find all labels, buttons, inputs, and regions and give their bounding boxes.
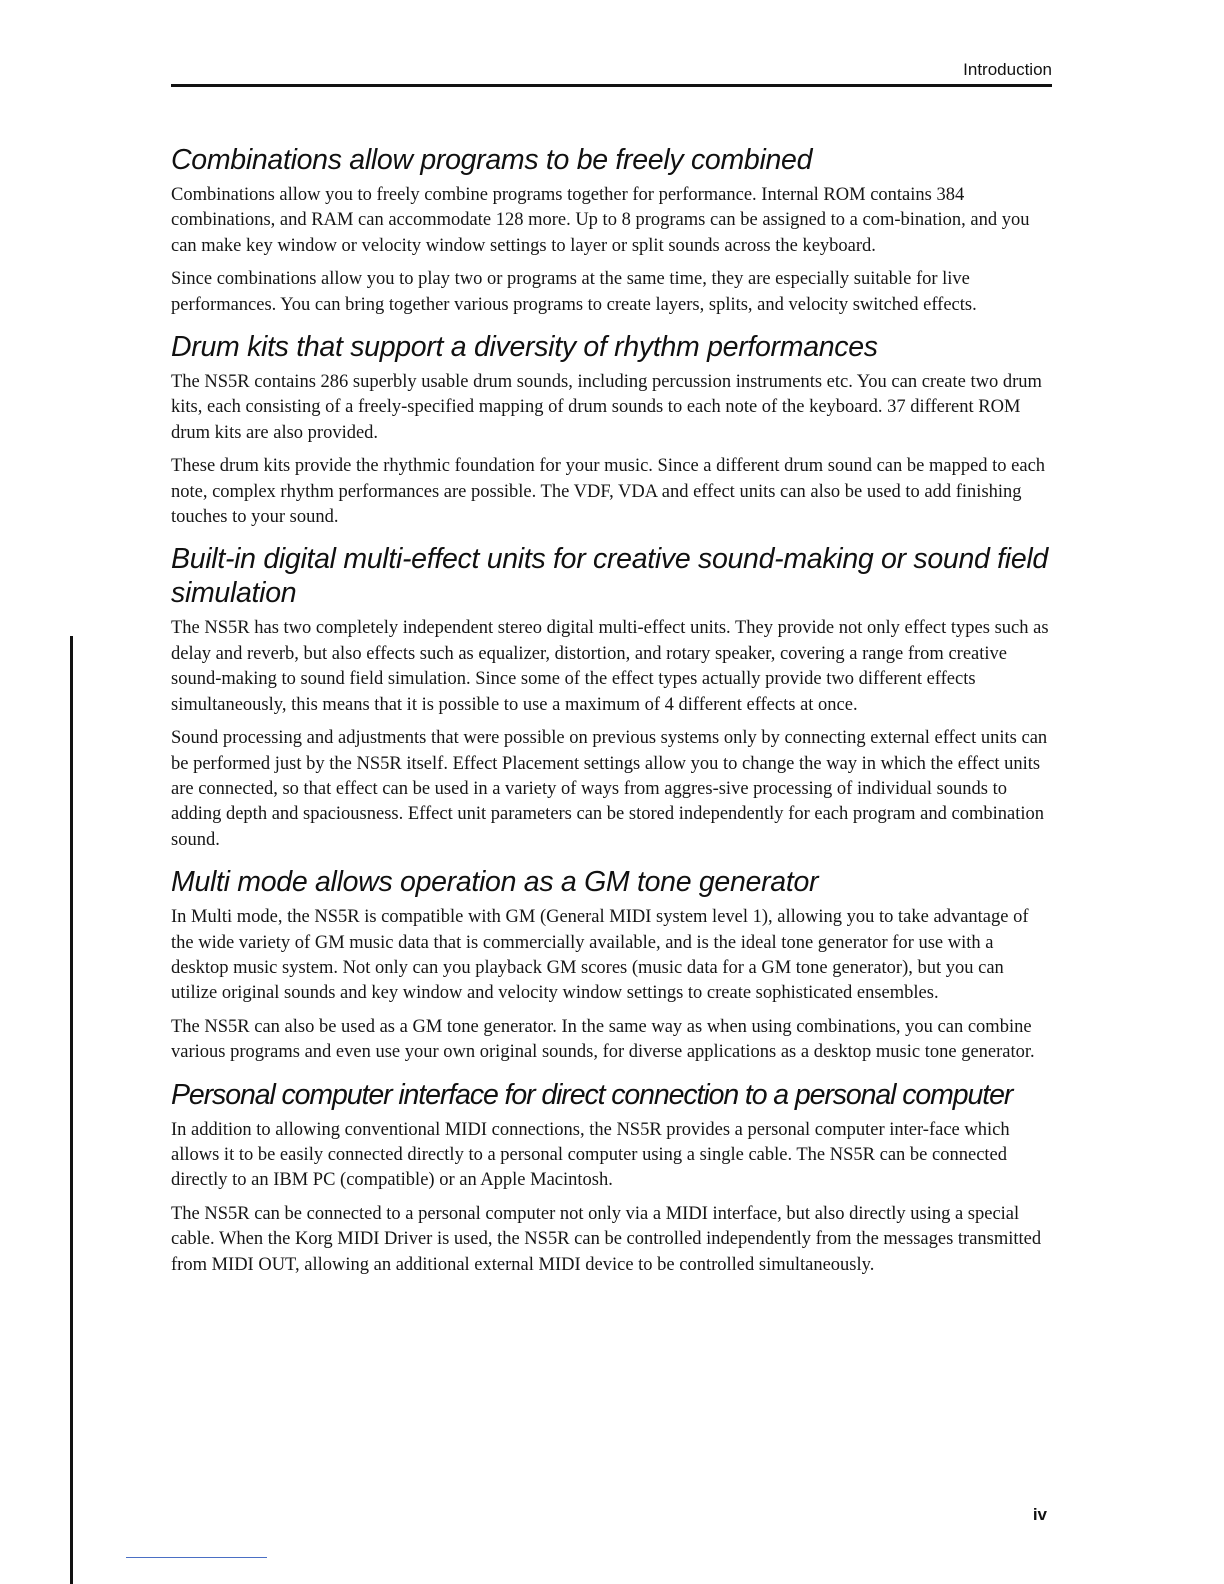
section-heading: Built-in digital multi-effect units for creative sound-making or sound field simulation [171, 543, 1048, 610]
body-paragraph: The NS5R contains 286 superbly usable drum sounds, including percussion instruments etc. You can create two drum kits, each consisting of a freely-specified mapping of drum sounds to each note of the keyboard. 37 different ROM drum kits are also provided. [171, 372, 1042, 443]
section-combinations [171, 143, 1052, 318]
section-heading: Multi mode allows operation as a GM tone generator [171, 866, 819, 899]
body-paragraph: The NS5R can be connected to a personal computer not only via a MIDI interface, but also directly using a special cable. When the Korg MIDI Driver is used, the NS5R can be controlled independently from the messages transmitted from MIDI OUT, allowing an additional external MIDI device to be controlled simultaneously. [171, 1203, 1042, 1275]
section-multi-effect-units [171, 542, 1052, 853]
body-paragraph: Sound processing and adjustments that were possible on previous systems only by connecting external effect units can be performed just by the NS5R itself. Effect Placement settings allow you to change the way in which the effect units are connected, so that effect can be used in a variety of ways from aggres-sive processing of individual sounds to adding depth and spaciousness. Effect unit parameters can be stored independently for each program and combination sound. [171, 728, 1048, 850]
body-paragraph: The NS5R can also be used as a GM tone generator. In the same way as when using combinations, you can combine various programs and even use your own original sounds, for diverse applications as a desktop music tone generator. [171, 1016, 1035, 1063]
scan-underline-mark [126, 1557, 267, 1558]
body-paragraph: Since combinations allow you to play two or programs at the same time, they are especially suitable for live performances. You can bring together various programs to create layers, splits, and velocity switched effects. [171, 269, 977, 315]
header-rule [171, 84, 1052, 87]
body-paragraph: Combinations allow you to freely combine programs together for performance. Internal ROM contains 384 combinations, and RAM can accommodate 128 more. Up to 8 programs can be assigned to a com-bination, and you can make key window or velocity window settings to layer or split sounds across the keyboard. [171, 185, 1030, 256]
page-number: iv [1032, 1505, 1047, 1524]
page-body [171, 143, 1052, 1290]
running-header-title: Introduction [963, 60, 1052, 79]
section-multi-mode [171, 865, 1052, 1065]
section-heading: Combinations allow programs to be freely combined [171, 144, 813, 176]
binding-edge-line [70, 636, 73, 1584]
body-paragraph: In addition to allowing conventional MIDI connections, the NS5R provides a personal computer inter-face which allows it to be easily connected directly to a personal computer using a single cable. The NS5R can be connected directly to an IBM PC (compatible) or an Apple Macintosh. [171, 1119, 1010, 1191]
section-drum-kits [171, 330, 1052, 530]
section-heading: Personal computer interface for direct connection to a personal computer [171, 1078, 1013, 1111]
body-paragraph: These drum kits provide the rhythmic foundation for your music. Since a different drum sound can be mapped to each note, complex rhythm performances are possible. The VDF, VDA and effect units can also be used to add finishing touches to your sound. [171, 456, 1046, 528]
section-heading: Drum kits that support a diversity of rhythm performances [171, 331, 878, 364]
body-paragraph: The NS5R has two completely independent stereo digital multi-effect units. They provide not only effect types such as delay and reverb, but also effects such as equalizer, distortion, and rotary speaker, covering a range from creative sound-making to sound field simulation. Since some of the effect types actually provide two different effects simultaneously, this means that it is possible to use a maximum of 4 different effects at once. [171, 618, 1049, 715]
section-computer-interface [171, 1078, 1052, 1278]
body-paragraph: In Multi mode, the NS5R is compatible with GM (General MIDI system level 1), allowing you to take advantage of the wide variety of GM music data that is commercially available, and is the ideal tone generator for use with a desktop music system. Not only can you playback GM scores (music data for a GM tone generator), but you can utilize original sounds and key window and velocity window settings to create sophisticated ensembles. [171, 907, 1029, 1004]
